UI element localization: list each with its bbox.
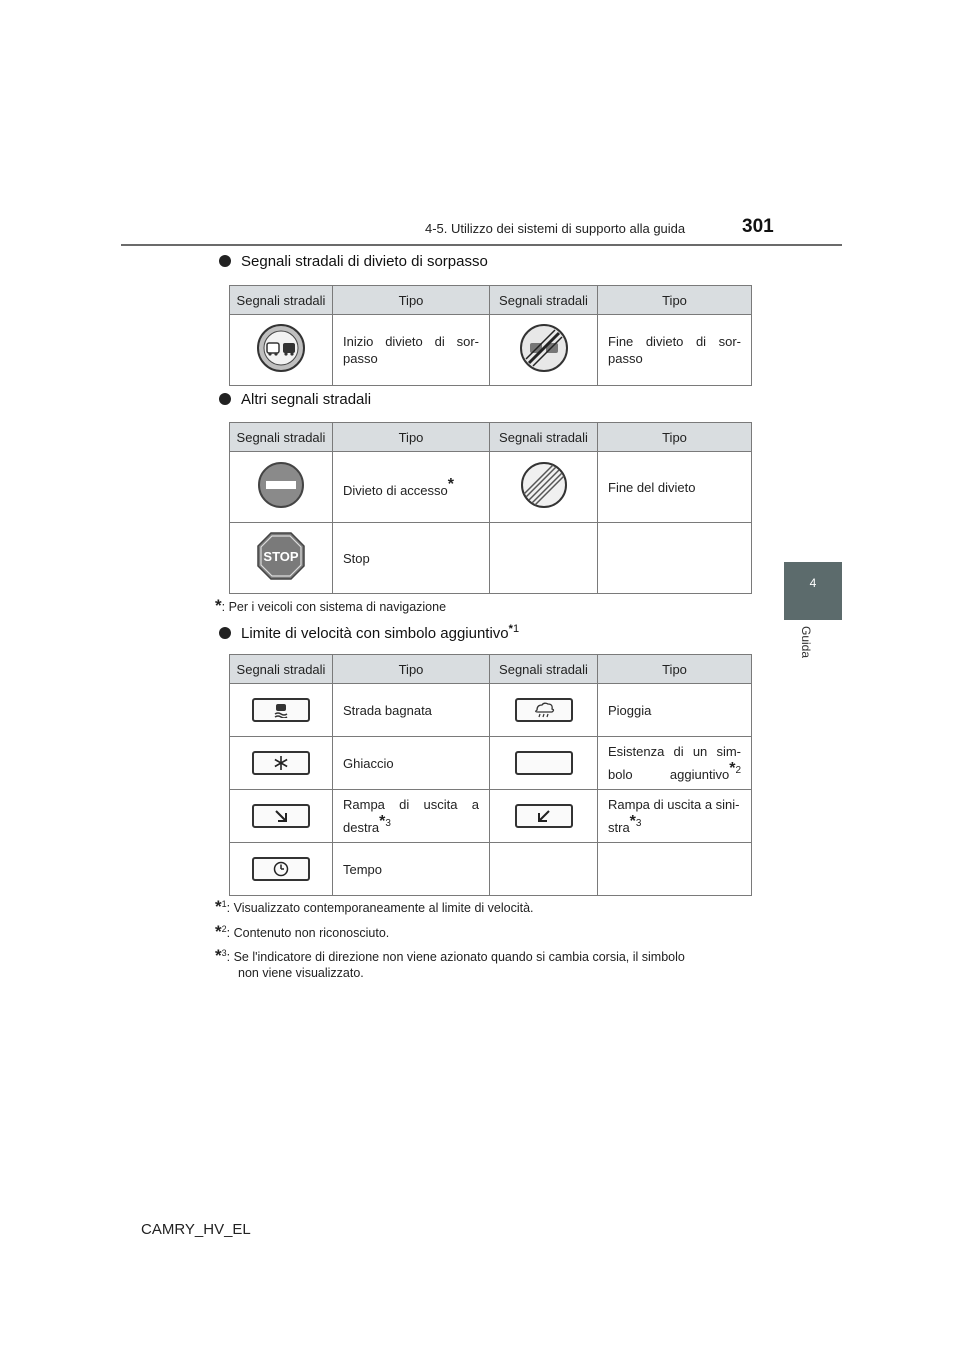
- sign-type-text: Inizio divieto di sor-passo: [333, 315, 490, 386]
- wet-road-plaque-icon: [252, 698, 310, 722]
- snowflake-plaque-icon: [252, 751, 310, 775]
- sign-type-text: Fine divieto di sor-passo: [598, 315, 752, 386]
- overtaking-signs-table: [229, 285, 752, 386]
- empty-cell: [598, 523, 752, 594]
- sign-type-text: Stop: [333, 523, 490, 594]
- sign-type-text: Ghiaccio: [333, 737, 490, 790]
- page-number: 301: [742, 216, 774, 237]
- svg-text:STOP: STOP: [263, 549, 299, 564]
- section-title: 4-5. Utilizzo dei sistemi di supporto alla guida: [425, 221, 686, 236]
- chapter-label: Guida: [799, 626, 813, 659]
- sign-type-text: Pioggia: [598, 684, 752, 737]
- footnote-3: *$^3$: Se l'indicatore di direzione non viene azionato quando si cambia corsia, il simbolo non viene visualizzato.: [215, 946, 685, 980]
- column-header: Segnali stradali: [230, 423, 333, 452]
- clock-plaque-icon: [252, 857, 310, 881]
- arrow-down-right-plaque-icon: [252, 804, 310, 828]
- column-header: Segnali stradali: [490, 655, 598, 684]
- rain-plaque-icon: [515, 698, 573, 722]
- column-header: Segnali stradali: [230, 286, 333, 315]
- table-row: [230, 684, 752, 737]
- column-header: Tipo: [333, 423, 490, 452]
- table-header-row: [230, 655, 752, 684]
- column-header: Tipo: [598, 286, 752, 315]
- blank-plaque-icon: [515, 751, 573, 775]
- column-header: Segnali stradali: [230, 655, 333, 684]
- sign-type-text: Strada bagnata: [333, 684, 490, 737]
- other-signs-table: [229, 422, 752, 594]
- section-heading-other: Altri segnali stradali: [219, 391, 371, 408]
- column-header: Tipo: [333, 655, 490, 684]
- column-header: Tipo: [598, 655, 752, 684]
- table-row: [230, 523, 752, 594]
- table-row: [230, 843, 752, 896]
- bullet-icon: [219, 627, 231, 639]
- bullet-icon: [219, 393, 231, 405]
- sign-type-text: Divieto di accesso*: [333, 452, 490, 523]
- sign-type-text: Esistenza di un sim-bolo aggiuntivo$^{*2}$: [598, 737, 752, 790]
- table-row: [230, 315, 752, 386]
- empty-cell: [598, 843, 752, 896]
- sign-type-text: Rampa di uscita a sini-stra$^{*3}$: [598, 790, 752, 843]
- chapter-tab[interactable]: 4: [784, 562, 842, 620]
- end-no-overtaking-sign-icon: [490, 315, 598, 386]
- speed-signs-table: [229, 654, 752, 896]
- table-row: [230, 737, 752, 790]
- footnote-navigation: *: Per i veicoli con sistema di navigazione: [215, 596, 447, 615]
- bullet-icon: [219, 255, 231, 267]
- column-header: Tipo: [333, 286, 490, 315]
- column-header: Tipo: [598, 423, 752, 452]
- table-header-row: [230, 286, 752, 315]
- sign-type-text: Fine del divieto: [598, 452, 752, 523]
- empty-cell: [490, 523, 598, 594]
- arrow-down-left-plaque-icon: [515, 804, 573, 828]
- empty-cell: [490, 843, 598, 896]
- table-row: [230, 790, 752, 843]
- footnote-1: *$^1$: Visualizzato contemporaneamente al limite di velocità.: [215, 897, 534, 916]
- sign-type-text: Tempo: [333, 843, 490, 896]
- column-header: Segnali stradali: [490, 286, 598, 315]
- table-row: [230, 452, 752, 523]
- section-heading-speed: Limite di velocità con simbolo aggiuntivo$^{*1}$: [219, 623, 519, 642]
- sign-type-text: Rampa di uscita a destra$^{*3}$: [333, 790, 490, 843]
- column-header: Segnali stradali: [490, 423, 598, 452]
- no-entry-sign-icon: [230, 452, 333, 523]
- section-heading-overtaking: Segnali stradali di divieto di sorpasso: [219, 253, 488, 270]
- footnote-2: *$^2$: Contenuto non riconosciuto.: [215, 922, 390, 941]
- table-header-row: [230, 423, 752, 452]
- model-code: CAMRY_HV_EL: [141, 1221, 251, 1238]
- end-of-restriction-sign-icon: [490, 452, 598, 523]
- no-overtaking-sign-icon: [230, 315, 333, 386]
- stop-sign-icon: [230, 523, 333, 594]
- header-divider: [121, 244, 842, 246]
